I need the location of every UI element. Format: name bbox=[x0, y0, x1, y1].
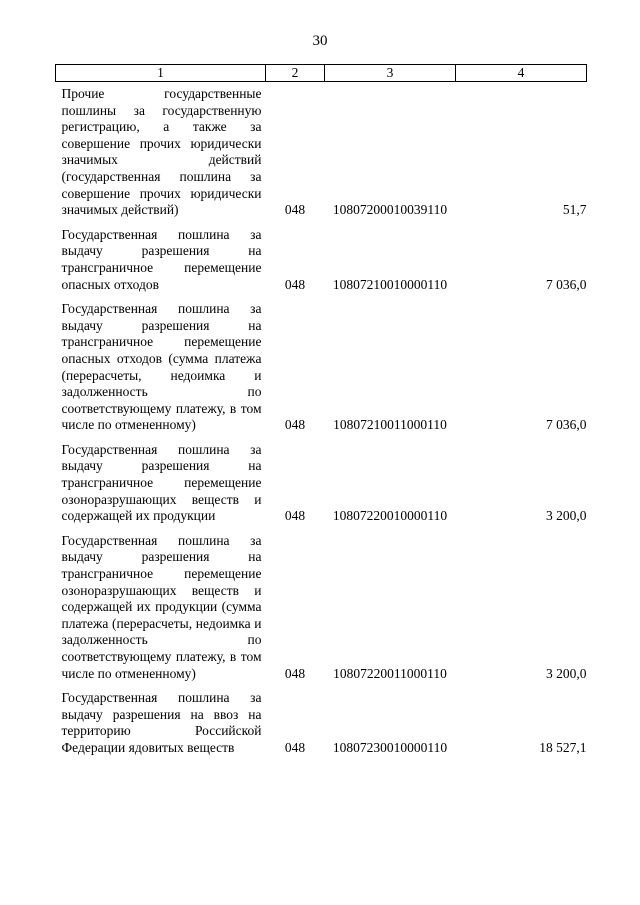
row-spacer bbox=[56, 525, 587, 533]
row-amount: 18 527,1 bbox=[539, 739, 587, 755]
revenue-table bbox=[55, 64, 587, 757]
row-amount: 3 200,0 bbox=[546, 665, 587, 681]
page-number: 30 bbox=[312, 33, 328, 49]
table-header bbox=[56, 65, 587, 82]
row-name: Государственная пошлина за выдачу разрешения на трансграничное перемещение озоноразрушающих веществ и содержащей их продукции (сумма платежа (перерасчеты, недоимка и задолженность по соответствующему платежу, в том числе по отмененному) bbox=[61, 532, 262, 681]
row-kbk: 10807210011000110 bbox=[333, 417, 447, 433]
header-row bbox=[56, 65, 587, 82]
row-spacer bbox=[56, 293, 587, 301]
row-amount: 7 036,0 bbox=[546, 276, 587, 292]
table-row bbox=[56, 533, 587, 682]
row-name: Государственная пошлина за выдачу разрешения на ввоз на территорию Российской Федерации ядовитых веществ bbox=[61, 690, 262, 755]
row-code: 048 bbox=[284, 417, 306, 433]
row-amount: 3 200,0 bbox=[546, 508, 587, 524]
table-row bbox=[56, 82, 587, 219]
row-name: Государственная пошлина за выдачу разрешения на трансграничное перемещение опасных отходов bbox=[61, 226, 262, 292]
row-kbk: 10807230010000110 bbox=[332, 739, 448, 755]
row-name: Государственная пошлина за выдачу разрешения на трансграничное перемещение озоноразрушающих веществ и содержащей их продукции bbox=[61, 441, 262, 524]
row-name: Государственная пошлина за выдачу разрешения на трансграничное перемещение опасных отходов (сумма платежа (перерасчеты, недоимка и задолженность по соответствующему платежу, в том числе по отмененному) bbox=[61, 301, 262, 433]
header-col-4: 4 bbox=[456, 65, 587, 82]
row-spacer bbox=[56, 219, 587, 227]
row-kbk: 10807200010039110 bbox=[332, 202, 448, 218]
row-spacer bbox=[56, 682, 587, 690]
table-row bbox=[56, 690, 587, 756]
row-spacer bbox=[56, 434, 587, 442]
row-code: 048 bbox=[284, 665, 306, 681]
row-amount: 51,7 bbox=[562, 202, 587, 218]
table-row bbox=[56, 227, 587, 293]
row-name: Прочие государственные пошлины за государственную регистрацию, а также за совершение прочих юридически значимых действий (государственная пошлина за совершение прочих юридически значимых действий) bbox=[61, 86, 262, 218]
row-code: 048 bbox=[284, 508, 306, 524]
row-code: 048 bbox=[284, 276, 306, 292]
header-col-1: 1 bbox=[56, 65, 266, 82]
header-col-2: 2 bbox=[266, 65, 325, 82]
row-code: 048 bbox=[284, 739, 306, 755]
row-amount: 7 036,0 bbox=[546, 417, 587, 433]
row-code: 048 bbox=[284, 202, 306, 218]
table-row bbox=[56, 442, 587, 525]
row-kbk: 10807220011000110 bbox=[333, 665, 447, 681]
row-kbk: 10807210010000110 bbox=[332, 276, 448, 292]
row-kbk: 10807220010000110 bbox=[332, 508, 448, 524]
header-col-3: 3 bbox=[325, 65, 456, 82]
table-body bbox=[56, 82, 587, 757]
table-row bbox=[56, 301, 587, 434]
